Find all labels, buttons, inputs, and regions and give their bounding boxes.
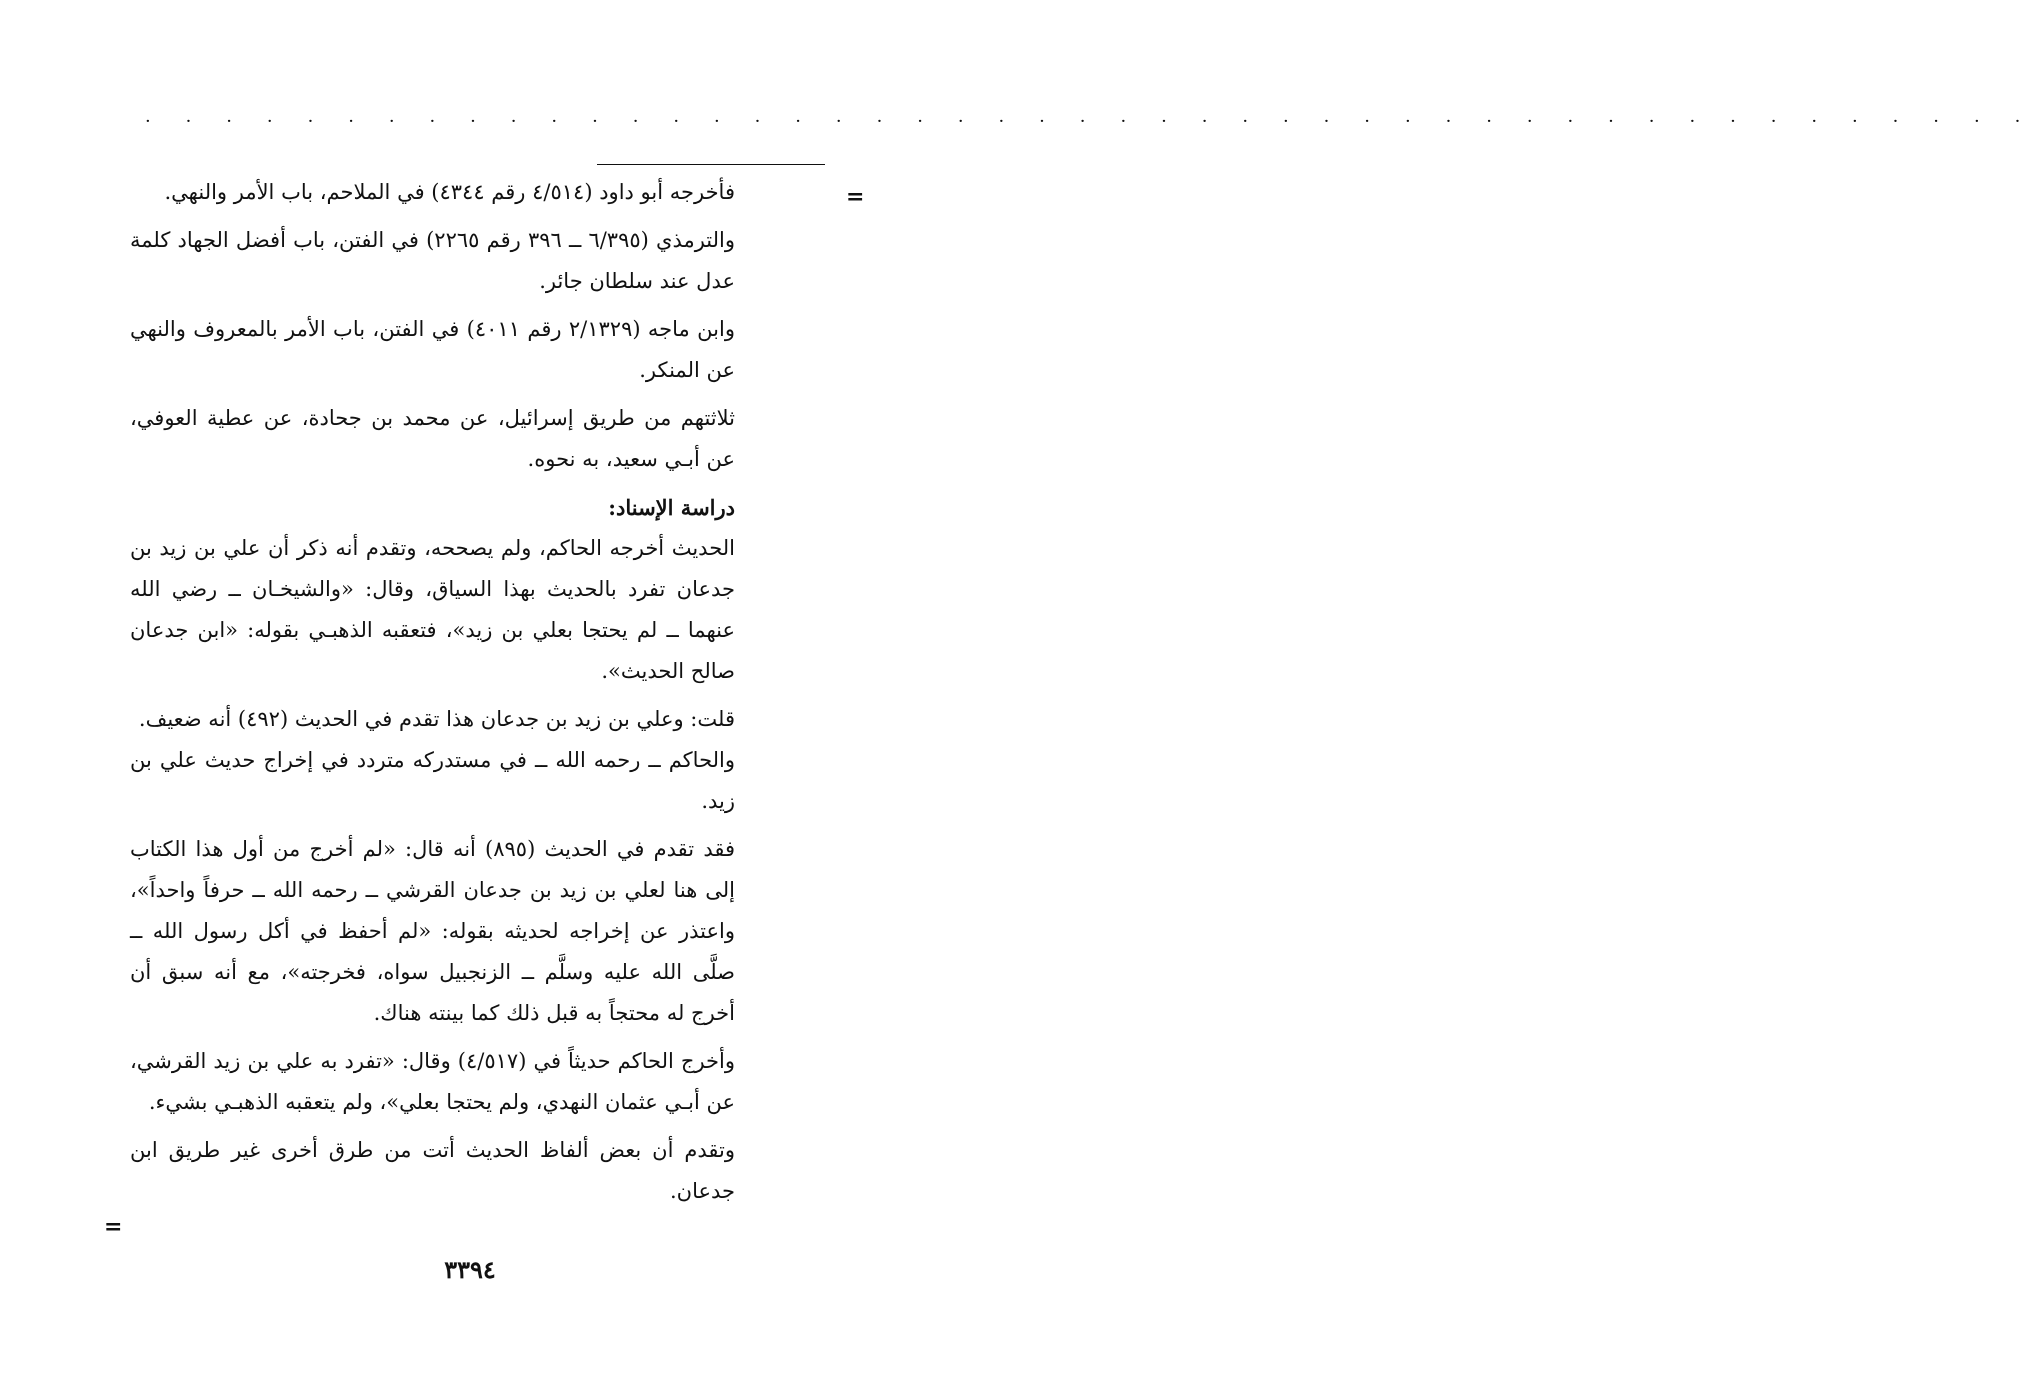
footnote-tirmidhi: والترمذي (٦/٣٩٥ ــ ٣٩٦ رقم ٢٢٦٥) في الفتن، باب أفضل الجهاد كلمة عدل عند سلطان جائر. <box>130 228 736 293</box>
study-paragraph: قلت: وعلي بن زيد بن جدعان هذا تقدم في الحديث (٤٩٢) أنه ضعيف. <box>138 707 735 731</box>
study-paragraph: الحديث أخرجه الحاكم، ولم يصححه، وتقدم أنه ذكر أن علي بن زيد بن جدعان تفرد بالحديث بهذا السياق، وقال: «والشيخـان ــ رضي الله عنهما ــ لم يحتجا بعلي بن زيد»، فتعقبه الذهبـي بقوله: «ابن جدعان صالح الحديث». <box>130 536 735 683</box>
footnote-chain-summary: ثلاثتهم من طريق إسرائيل، عن محمد بن جحادة، عن عطية العوفي، عن أبـي سعيد، به نحوه. <box>130 406 735 471</box>
footnote-abu-dawud: فأخرجه أبو داود (٤/٥١٤ رقم ٤٣٤٤) في الملاحم، باب الأمر والنهي. <box>164 180 735 204</box>
footnote-ibn-majah: وابن ماجه (٢/١٣٢٩ رقم ٤٠١١) في الفتن، باب الأمر بالمعروف والنهي عن المنكر. <box>130 317 735 382</box>
section-heading: دراسة الإسناد: <box>608 495 735 520</box>
study-paragraph: وأخرج الحاكم حديثاً في (٤/٥١٧) وقال: «تفرد به علي بن زيد القرشي، عن أبـي عثمان النهدي، ولم يحتجا بعلي»، ولم يتعقبه الذهبـي بشيء. <box>130 1049 736 1114</box>
study-paragraph: فقد تقدم في الحديث (٨٩٥) أنه قال: «لم أخرج من أول هذا الكتاب إلى هنا لعلي بن زيد بن جدعان القرشي ــ رحمه الله ــ حرفاً واحداً»، واعتذر عن إخراجه لحديثه بقوله: «لم أحفظ في أكل رسول الله ــ صلَّى الله عليه وسلَّم ــ الزنجبيل سواه، فخرجته»، مع أنه سبق أن أخرج له محتجاً به قبل ذلك كما بينته هناك. <box>130 837 735 1025</box>
header-dot-rule: · · · · · · · · · · · · · · · · · · · · · · · · · · · · · · · · · · · · · · · · · · · · · · · <box>145 111 2035 132</box>
continuation-mark-bottom: = <box>104 1214 123 1240</box>
continuation-mark-top: = <box>846 184 865 210</box>
page-body <box>130 172 735 1219</box>
study-paragraph: وتقدم أن بعض ألفاظ الحديث أتت من طرق أخرى غير طريق ابن جدعان. <box>130 1138 735 1203</box>
study-paragraph: والحاكم ــ رحمه الله ــ في مستدركه متردد في إخراج حديث علي بن زيد. <box>130 748 735 813</box>
footnote-separator <box>597 164 825 165</box>
page-number: ٣٣٩٤ <box>444 1255 496 1284</box>
